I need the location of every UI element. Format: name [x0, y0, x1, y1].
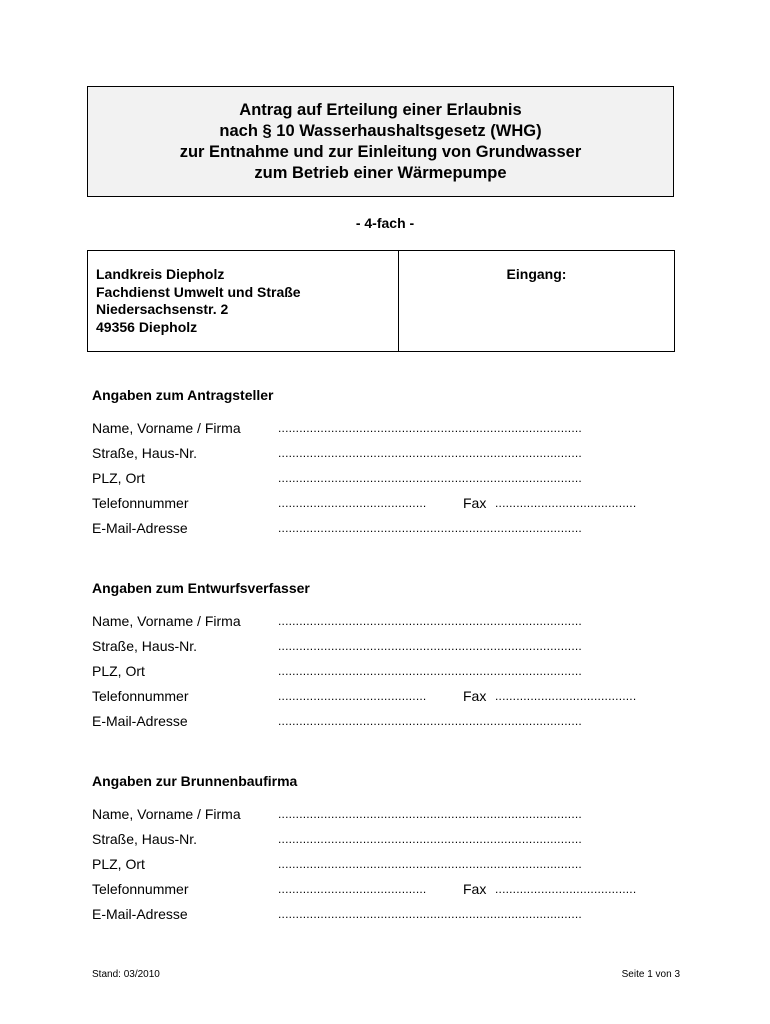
field-row-city: [92, 855, 672, 880]
phone-input-line[interactable]: ..........................................: [278, 496, 427, 510]
form-title-line: zur Entnahme und zur Einleitung von Grundwasser: [179, 142, 582, 161]
field-row-phone: [92, 494, 672, 519]
field-label: Straße, Haus-Nr.: [92, 638, 198, 654]
name-input-line[interactable]: ......................................................................................: [278, 421, 582, 435]
fax-input-line[interactable]: ........................................: [495, 496, 637, 510]
email-input-line[interactable]: ......................................................................................: [278, 907, 582, 921]
copies-note: - 4-fach -: [355, 215, 415, 231]
address-table: [87, 250, 675, 352]
address-line: 49356 Diepholz: [96, 318, 198, 335]
field-row-street: [92, 637, 672, 662]
field-row-phone: [92, 687, 672, 712]
phone-input-line[interactable]: ..........................................: [278, 882, 427, 896]
street-input-line[interactable]: ......................................................................................: [278, 639, 582, 653]
city-input-line[interactable]: ......................................................................................: [278, 857, 582, 871]
city-input-line[interactable]: ......................................................................................: [278, 471, 582, 485]
field-row-city: [92, 662, 672, 687]
form-title-box: [87, 86, 674, 197]
form-title-line: Antrag auf Erteilung einer Erlaubnis: [239, 100, 522, 119]
field-row-name: [92, 805, 672, 830]
entry-label: Eingang:: [506, 266, 567, 282]
section-well-builder: [92, 772, 672, 930]
fax-input-line[interactable]: ........................................: [495, 882, 637, 896]
footer-page-number: Seite 1 von 3: [621, 969, 680, 980]
field-label: Telefonnummer: [92, 881, 189, 897]
field-row-email: [92, 905, 672, 930]
field-row-name: [92, 419, 672, 444]
field-row-name: [92, 612, 672, 637]
street-input-line[interactable]: ......................................................................................: [278, 832, 582, 846]
form-title-line: nach § 10 Wasserhaushaltsgesetz (WHG): [219, 121, 542, 140]
field-label: PLZ, Ort: [92, 663, 145, 679]
field-label: PLZ, Ort: [92, 856, 145, 872]
name-input-line[interactable]: ......................................................................................: [278, 807, 582, 821]
address-line: Fachdienst Umwelt und Straße: [96, 283, 301, 300]
city-input-line[interactable]: ......................................................................................: [278, 664, 582, 678]
address-line: Landkreis Diepholz: [96, 266, 225, 282]
email-input-line[interactable]: ......................................................................................: [278, 714, 582, 728]
field-row-street: [92, 830, 672, 855]
field-row-street: [92, 444, 672, 469]
footer-status: Stand: 03/2010: [92, 969, 160, 980]
field-label: E-Mail-Adresse: [92, 520, 188, 536]
form-title-line: zum Betrieb einer Wärmepumpe: [254, 163, 507, 182]
section-applicant: [92, 386, 672, 544]
name-input-line[interactable]: ......................................................................................: [278, 614, 582, 628]
section-heading: Angaben zur Brunnenbaufirma: [92, 773, 298, 789]
field-label: Name, Vorname / Firma: [92, 613, 241, 629]
field-label: Name, Vorname / Firma: [92, 806, 241, 822]
address-line: Niedersachsenstr. 2: [96, 301, 229, 317]
phone-input-line[interactable]: ..........................................: [278, 689, 427, 703]
fax-label: Fax: [463, 881, 487, 897]
field-label: E-Mail-Adresse: [92, 713, 188, 729]
entry-stamp-field[interactable]: [399, 251, 674, 351]
email-input-line[interactable]: ......................................................................................: [278, 521, 582, 535]
field-label: E-Mail-Adresse: [92, 906, 188, 922]
field-label: Straße, Haus-Nr.: [92, 445, 198, 461]
fax-label: Fax: [463, 688, 487, 704]
authority-address: [88, 251, 399, 351]
field-label: PLZ, Ort: [92, 470, 145, 486]
section-designer: [92, 579, 672, 737]
field-label: Name, Vorname / Firma: [92, 420, 241, 436]
fax-label: Fax: [463, 495, 487, 511]
fax-input-line[interactable]: ........................................: [495, 689, 637, 703]
field-label: Straße, Haus-Nr.: [92, 831, 198, 847]
section-heading: Angaben zum Entwurfsverfasser: [92, 580, 310, 596]
field-label: Telefonnummer: [92, 688, 189, 704]
street-input-line[interactable]: ......................................................................................: [278, 446, 582, 460]
field-row-phone: [92, 880, 672, 905]
field-row-email: [92, 712, 672, 737]
field-row-city: [92, 469, 672, 494]
field-label: Telefonnummer: [92, 495, 189, 511]
field-row-email: [92, 519, 672, 544]
section-heading: Angaben zum Antragsteller: [92, 387, 274, 403]
